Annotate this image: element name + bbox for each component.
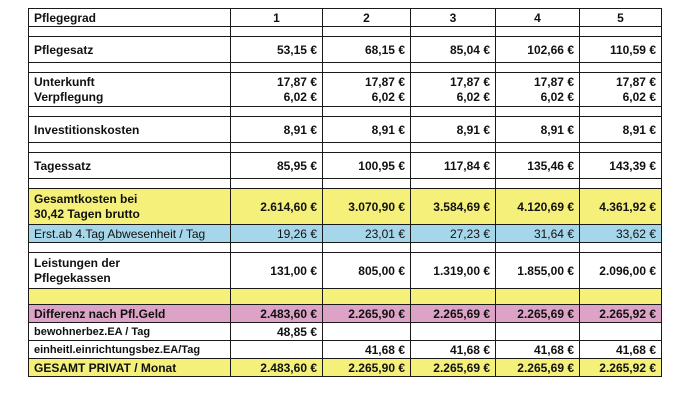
leistungen-value-3: 1.319,00 € [411, 253, 496, 289]
unterkunft-label: Unterkunft [34, 74, 95, 89]
gesamtkosten-value-3: 3.584,69 € [411, 189, 496, 225]
bewohnerbez-value-2 [323, 323, 411, 341]
unterkunft-value-4: 17,87 € [533, 74, 574, 89]
gesamt-privat-value-3: 2.265,69 € [411, 359, 496, 377]
spacer-row [29, 143, 662, 153]
bewohnerbez-row [29, 323, 662, 341]
differenz-value-3: 2.265,69 € [411, 305, 496, 323]
differenz-label: Differenz nach Pfl.Geld [29, 305, 231, 323]
header-label: Pflegegrad [29, 9, 231, 27]
gesamt-privat-label: GESAMT PRIVAT / Monat [29, 359, 231, 377]
gesamtkosten-value-2: 3.070,90 € [323, 189, 411, 225]
differenz-value-1: 2.483,60 € [231, 305, 323, 323]
leistungen-value-5: 2.096,00 € [580, 253, 662, 289]
einrichtungsbez-value-1 [231, 341, 323, 359]
bewohnerbez-value-5 [580, 323, 662, 341]
bewohnerbez-value-3 [411, 323, 496, 341]
leistungen-value-4: 1.855,00 € [496, 253, 580, 289]
gesamtkosten-label-line2: 30,42 Tagen brutto [34, 206, 140, 221]
grade-5: 5 [580, 9, 662, 27]
differenz-value-5: 2.265,92 € [580, 305, 662, 323]
investitionskosten-label: Investitionskosten [29, 117, 231, 143]
bewohnerbez-value-4 [496, 323, 580, 341]
pflegesatz-value-5: 110,59 € [580, 37, 662, 63]
spacer-row [29, 63, 662, 73]
einrichtungsbez-value-4: 41,68 € [496, 341, 580, 359]
investitionskosten-value-2: 8,91 € [323, 117, 411, 143]
grade-4: 4 [496, 9, 580, 27]
pflegesatz-row [29, 37, 662, 63]
investitionskosten-value-3: 8,91 € [411, 117, 496, 143]
tagessatz-value-3: 117,84 € [411, 153, 496, 179]
erstattung-value-5: 33,62 € [580, 225, 662, 243]
leistungen-row [29, 253, 662, 289]
investitionskosten-row [29, 117, 662, 143]
bewohnerbez-label: bewohnerbez.EA / Tag [29, 323, 231, 341]
erstattung-row [29, 225, 662, 243]
gesamtkosten-value-4: 4.120,69 € [496, 189, 580, 225]
tagessatz-value-4: 135,46 € [496, 153, 580, 179]
gesamt-privat-value-2: 2.265,90 € [323, 359, 411, 377]
tagessatz-value-1: 85,95 € [231, 153, 323, 179]
unterkunft-verpflegung-row [29, 73, 662, 107]
spacer-row [29, 179, 662, 189]
differenz-value-4: 2.265,69 € [496, 305, 580, 323]
gesamtkosten-label-line1: Gesamtkosten bei [34, 191, 138, 206]
erstattung-value-1: 19,26 € [231, 225, 323, 243]
verpflegung-value-5: 6,02 € [622, 89, 656, 104]
grade-2: 2 [323, 9, 411, 27]
unterkunft-value-5: 17,87 € [615, 74, 656, 89]
erstattung-value-3: 27,23 € [411, 225, 496, 243]
einrichtungsbez-label: einheitl.einrichtungsbez.EA/Tag [29, 341, 231, 359]
verpflegung-value-4: 6,02 € [540, 89, 574, 104]
verpflegung-value-3: 6,02 € [456, 89, 490, 104]
differenz-value-2: 2.265,90 € [323, 305, 411, 323]
spacer-row-yellow [29, 289, 662, 305]
differenz-row [29, 305, 662, 323]
einrichtungsbez-value-3: 41,68 € [411, 341, 496, 359]
pflegegrad-cost-table [28, 8, 662, 377]
pflegesatz-value-4: 102,66 € [496, 37, 580, 63]
gesamtkosten-row [29, 189, 662, 225]
unterkunft-value-3: 17,87 € [449, 74, 490, 89]
leistungen-value-1: 131,00 € [231, 253, 323, 289]
leistungen-label-line1: Leistungen der [34, 255, 121, 270]
erstattung-label: Erst.ab 4.Tag Abwesenheit / Tag [29, 225, 231, 243]
leistungen-label-line2: Pflegekassen [34, 270, 111, 285]
verpflegung-value-2: 6,02 € [371, 89, 405, 104]
pflegesatz-label: Pflegesatz [29, 37, 231, 63]
investitionskosten-value-1: 8,91 € [231, 117, 323, 143]
erstattung-value-2: 23,01 € [323, 225, 411, 243]
grade-1: 1 [231, 9, 323, 27]
gesamt-privat-value-5: 2.265,92 € [580, 359, 662, 377]
pflegesatz-value-3: 85,04 € [411, 37, 496, 63]
unterkunft-value-2: 17,87 € [364, 74, 405, 89]
gesamt-privat-value-4: 2.265,69 € [496, 359, 580, 377]
gesamt-privat-value-1: 2.483,60 € [231, 359, 323, 377]
leistungen-value-2: 805,00 € [323, 253, 411, 289]
investitionskosten-value-5: 8,91 € [580, 117, 662, 143]
spacer-row [29, 107, 662, 117]
verpflegung-label: Verpflegung [34, 89, 104, 104]
spacer-row [29, 243, 662, 253]
gesamtkosten-value-1: 2.614,60 € [231, 189, 323, 225]
grade-3: 3 [411, 9, 496, 27]
pflegesatz-value-2: 68,15 € [323, 37, 411, 63]
tagessatz-label: Tagessatz [29, 153, 231, 179]
gesamt-privat-row [29, 359, 662, 377]
spacer-row [29, 27, 662, 37]
einrichtungsbez-value-2: 41,68 € [323, 341, 411, 359]
tagessatz-row [29, 153, 662, 179]
unterkunft-value-1: 17,87 € [276, 74, 317, 89]
verpflegung-value-1: 6,02 € [283, 89, 317, 104]
pflegesatz-value-1: 53,15 € [231, 37, 323, 63]
gesamtkosten-value-5: 4.361,92 € [580, 189, 662, 225]
einrichtungsbez-row [29, 341, 662, 359]
erstattung-value-4: 31,64 € [496, 225, 580, 243]
tagessatz-value-5: 143,39 € [580, 153, 662, 179]
investitionskosten-value-4: 8,91 € [496, 117, 580, 143]
einrichtungsbez-value-5: 41,68 € [580, 341, 662, 359]
tagessatz-value-2: 100,95 € [323, 153, 411, 179]
bewohnerbez-value-1: 48,85 € [231, 323, 323, 341]
header-row [29, 9, 662, 27]
